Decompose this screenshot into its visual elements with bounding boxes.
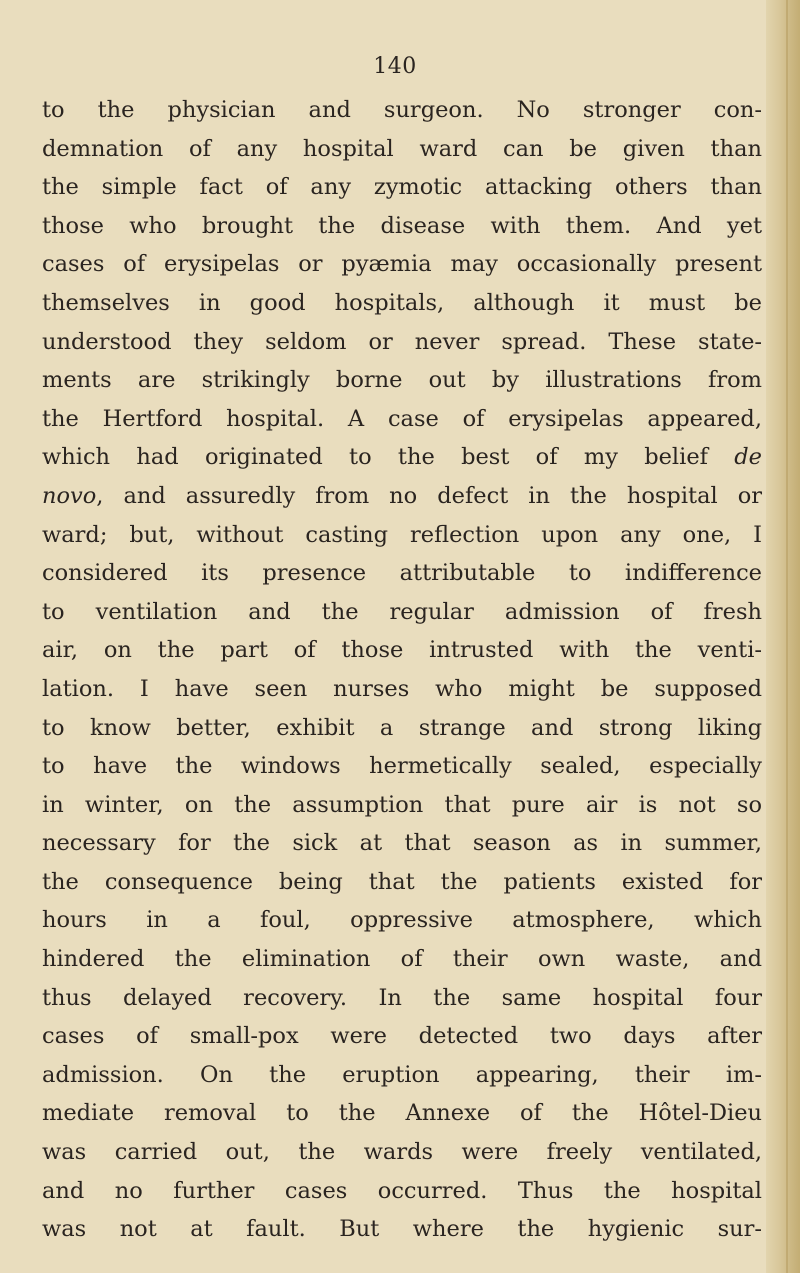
text-line: and no further cases occurred. Thus the hospital: [42, 1177, 762, 1204]
italic-phrase: novo: [42, 482, 97, 509]
text-line: cases of erysipelas or pyæmia may occasionally present: [42, 251, 762, 278]
text-line: mediate removal to the Annexe of the Hôtel-Dieu: [42, 1100, 762, 1127]
text-line: was carried out, the wards were freely ventilated,: [42, 1139, 762, 1166]
text-line: demnation of any hospital ward can be given than: [42, 135, 762, 162]
page-number: 140: [373, 54, 417, 79]
text-line: hindered the elimination of their own waste, and: [42, 946, 762, 973]
text-line: air, on the part of those intrusted with the venti-: [42, 637, 762, 664]
text-line: the Hertford hospital. A case of erysipelas appeared,: [42, 405, 762, 432]
text-line: admission. On the eruption appearing, their im-: [42, 1061, 762, 1088]
text-line: to know better, exhibit a strange and strong liking: [42, 714, 762, 741]
body-text: [42, 91, 762, 1249]
text-line: those who brought the disease with them. And yet: [42, 212, 762, 239]
page-edge-line: [786, 0, 788, 1273]
text-line: thus delayed recovery. In the same hospital four: [42, 984, 762, 1011]
text-line: to the physician and surgeon. No stronger con-: [42, 97, 762, 123]
text-line: themselves in good hospitals, although it must be: [42, 289, 762, 316]
text-line: understood they seldom or never spread. These state-: [42, 328, 762, 355]
italic-phrase: de: [734, 444, 762, 471]
text-line: hours in a foul, oppressive atmosphere, which: [42, 907, 762, 934]
text-line: to ventilation and the regular admission of fresh: [42, 598, 762, 625]
text-line: considered its presence attributable to indifference: [42, 560, 762, 587]
text-line: which had originated to the best of my belief de: [42, 444, 762, 471]
text-line: ward; but, without casting reflection upon any one, I: [42, 521, 762, 548]
page-edge: [766, 0, 800, 1273]
text-line: novo, and assuredly from no defect in the hospital or: [42, 482, 762, 509]
text-line: the consequence being that the patients existed for: [42, 868, 762, 895]
text-line: lation. I have seen nurses who might be supposed: [42, 675, 762, 702]
text-line: was not at fault. But where the hygienic sur-: [42, 1216, 762, 1243]
text-line: cases of small-pox were detected two days after: [42, 1023, 762, 1050]
text-line: the simple fact of any zymotic attacking others than: [42, 174, 762, 201]
text-line: to have the windows hermetically sealed, especially: [42, 753, 762, 780]
text-line: necessary for the sick at that season as in summer,: [42, 830, 762, 857]
text-line: ments are strikingly borne out by illustrations from: [42, 367, 762, 394]
text-line: in winter, on the assumption that pure air is not so: [42, 791, 762, 818]
